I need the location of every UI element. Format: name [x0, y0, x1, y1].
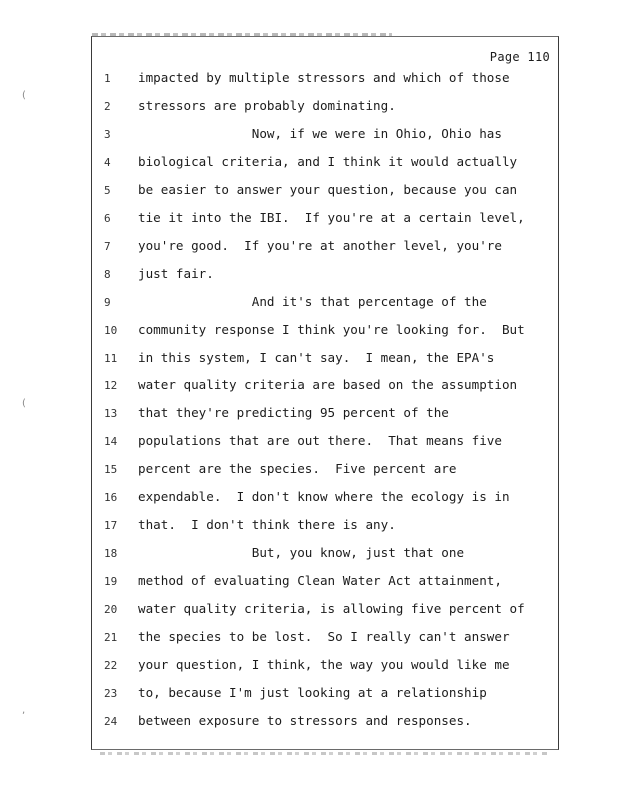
line-text: to, because I'm just looking at a relationship: [138, 684, 487, 700]
line-text: the species to be lost. So I really can't answer: [138, 629, 510, 644]
line-text: your question, I think, the way you would like me: [138, 656, 510, 672]
transcript-line: [104, 403, 554, 423]
line-text: impacted by multiple stressors and which of those: [138, 70, 510, 85]
line-number: 2: [104, 100, 111, 113]
line-text: that they're predicting 95 percent of the: [138, 405, 449, 421]
line-text: stressors are probably dominating.: [138, 98, 396, 113]
transcript-line: [104, 627, 554, 647]
line-text: tie it into the IBI. If you're at a certain level,: [138, 209, 525, 225]
line-text: community response I think you're looking for. But: [138, 321, 525, 337]
line-text: water quality criteria are based on the assumption: [138, 377, 518, 393]
transcript-line: [104, 543, 554, 563]
margin-mark: ,: [22, 705, 26, 716]
transcript-line: [104, 292, 554, 312]
line-text: just fair.: [138, 265, 214, 281]
line-number: 10: [104, 323, 118, 337]
line-number: 1: [104, 72, 111, 85]
page-number: Page 110: [489, 50, 550, 64]
line-text: populations that are out there. That means five: [138, 433, 502, 449]
line-number: 4: [104, 155, 111, 169]
line-text: expendable. I don't know where the ecology is in: [138, 489, 510, 505]
transcript-line: [104, 348, 554, 368]
transcript-line: [104, 515, 554, 535]
line-number: 19: [104, 575, 118, 589]
transcript-line: [104, 711, 554, 731]
transcript-line: [104, 599, 554, 619]
transcript-line: [104, 152, 554, 172]
line-text: between exposure to stressors and responses.: [138, 712, 472, 728]
line-text: in this system, I can't say. I mean, the EPA's: [138, 349, 495, 365]
line-number: 18: [104, 547, 118, 561]
transcript-line: [104, 208, 554, 228]
transcript-line: [104, 236, 554, 256]
line-text: Now, if we were in Ohio, Ohio has: [138, 125, 502, 141]
line-number: 17: [104, 519, 118, 533]
line-text: And it's that percentage of the: [138, 293, 487, 309]
line-text: method of evaluating Clean Water Act attainment,: [138, 573, 502, 589]
line-text: water quality criteria, is allowing five percent of: [138, 601, 525, 616]
line-text: But, you know, just that one: [138, 545, 465, 561]
transcript-line: [104, 124, 554, 144]
line-number: 21: [104, 631, 118, 644]
line-number: 15: [104, 463, 118, 477]
line-number: 5: [104, 183, 111, 197]
line-number: 12: [104, 379, 118, 393]
line-number: 3: [104, 127, 111, 141]
transcript-line: [104, 320, 554, 340]
transcript-line: [104, 459, 554, 479]
transcript-line: [104, 180, 554, 200]
transcript-line: [104, 431, 554, 451]
transcript-line: [104, 96, 554, 116]
line-text: that. I don't think there is any.: [138, 517, 396, 533]
line-number: 7: [104, 239, 111, 253]
line-number: 23: [104, 686, 118, 700]
margin-mark: (: [22, 90, 26, 101]
line-text: biological criteria, and I think it would actually: [138, 153, 518, 169]
transcript-line: [104, 571, 554, 591]
line-number: 8: [104, 267, 111, 281]
margin-mark: (: [22, 398, 26, 409]
line-number: 13: [104, 407, 118, 421]
transcript-line: [104, 655, 554, 675]
line-number: 16: [104, 491, 118, 505]
footer-scan-artifact: [100, 752, 550, 755]
transcript-line: [104, 375, 554, 395]
line-text: you're good. If you're at another level, you're: [138, 237, 502, 253]
line-number: 9: [104, 295, 111, 309]
line-number: 20: [104, 603, 118, 616]
transcript-line: [104, 68, 554, 88]
transcript-line: [104, 487, 554, 507]
transcript-line: [104, 264, 554, 284]
line-text: be easier to answer your question, because you can: [138, 181, 518, 197]
line-number: 22: [104, 658, 118, 672]
line-number: 11: [104, 351, 118, 365]
line-number: 24: [104, 714, 118, 728]
line-text: percent are the species. Five percent are: [138, 461, 457, 477]
line-number: 6: [104, 211, 111, 225]
line-number: 14: [104, 435, 118, 449]
transcript-line: [104, 683, 554, 703]
